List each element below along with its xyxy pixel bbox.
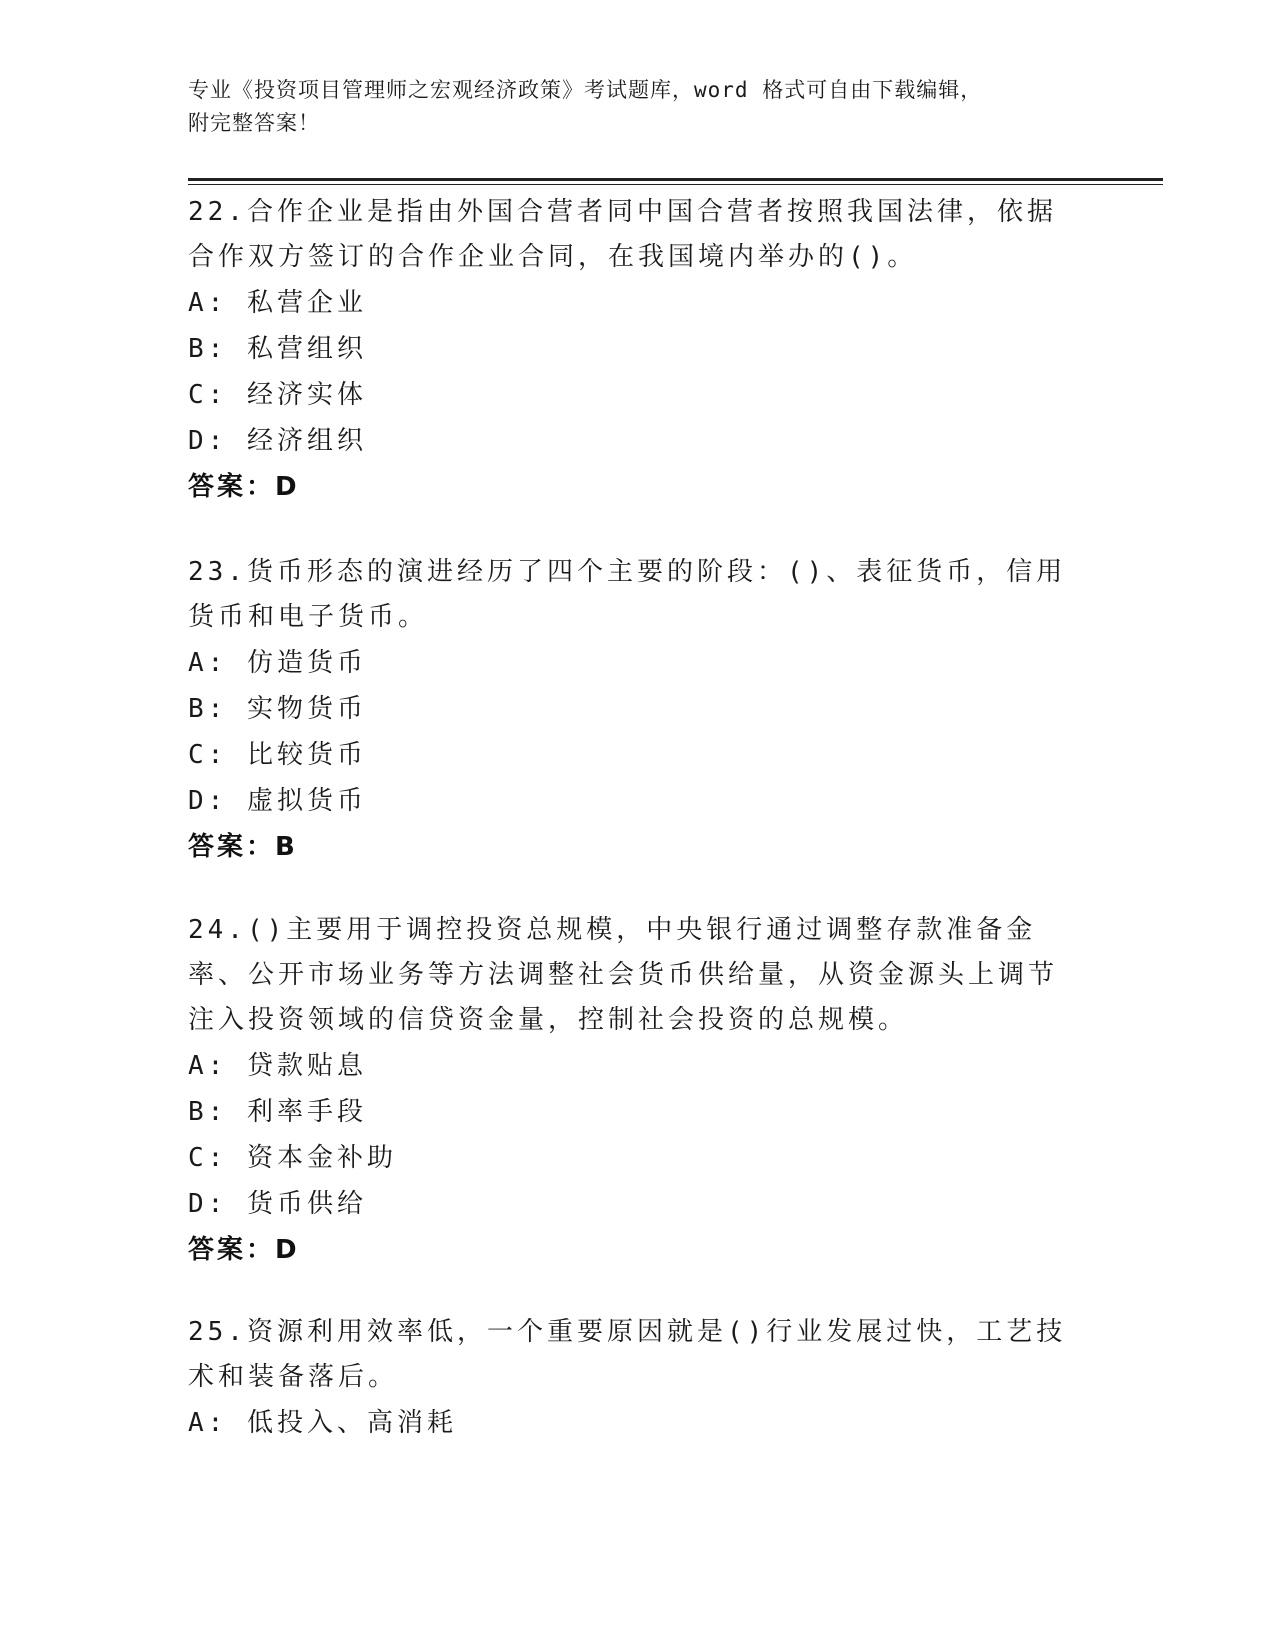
question-stem: 23.货币形态的演进经历了四个主要的阶段：()、表征货币，信用货币和电子货币。 [188, 557, 1067, 632]
option-c: C: 资本金补助 [188, 1143, 397, 1173]
question-22 [188, 190, 1068, 510]
header-divider-thick [188, 178, 1163, 181]
header-line-2: 附完整答案！ [188, 111, 320, 135]
option-d: D: 虚拟货币 [188, 786, 367, 816]
option-c: C: 比较货币 [188, 740, 367, 770]
option-a: A: 低投入、高消耗 [188, 1408, 457, 1438]
option-b: B: 私营组织 [188, 334, 367, 364]
option-a: A: 贷款贴息 [188, 1051, 367, 1081]
header-line-1: 专业《投资项目管理师之宏观经济政策》考试题库，word 格式可自由下载编辑， [188, 78, 983, 102]
question-stem: 22.合作企业是指由外国合营者同中国合营者按照我国法律，依据合作双方签订的合作企业合同，在我国境内举办的()。 [188, 197, 1057, 272]
answer-line: 答案：D [188, 1235, 300, 1265]
document-header [188, 74, 1068, 140]
answer-line: 答案：D [188, 472, 300, 502]
option-b: B: 利率手段 [188, 1097, 367, 1127]
option-b: B: 实物货币 [188, 694, 367, 724]
question-24 [188, 908, 1068, 1273]
question-23 [188, 550, 1068, 870]
option-d: D: 货币供给 [188, 1189, 367, 1219]
question-stem: 24.()主要用于调控投资总规模，中央银行通过调整存款准备金率、公开市场业务等方法调整社会货币供给量，从资金源头上调节注入投资领域的信贷资金量，控制社会投资的总规模。 [188, 915, 1059, 1035]
option-c: C: 经济实体 [188, 380, 367, 410]
answer-line: 答案：B [188, 832, 298, 862]
question-stem: 25.资源利用效率低，一个重要原因就是()行业发展过快，工艺技术和装备落后。 [188, 1317, 1067, 1392]
option-a: A: 私营企业 [188, 288, 367, 318]
option-d: D: 经济组织 [188, 426, 367, 456]
header-divider-thin [188, 184, 1163, 185]
option-a: A: 仿造货币 [188, 648, 367, 678]
question-25 [188, 1310, 1068, 1446]
